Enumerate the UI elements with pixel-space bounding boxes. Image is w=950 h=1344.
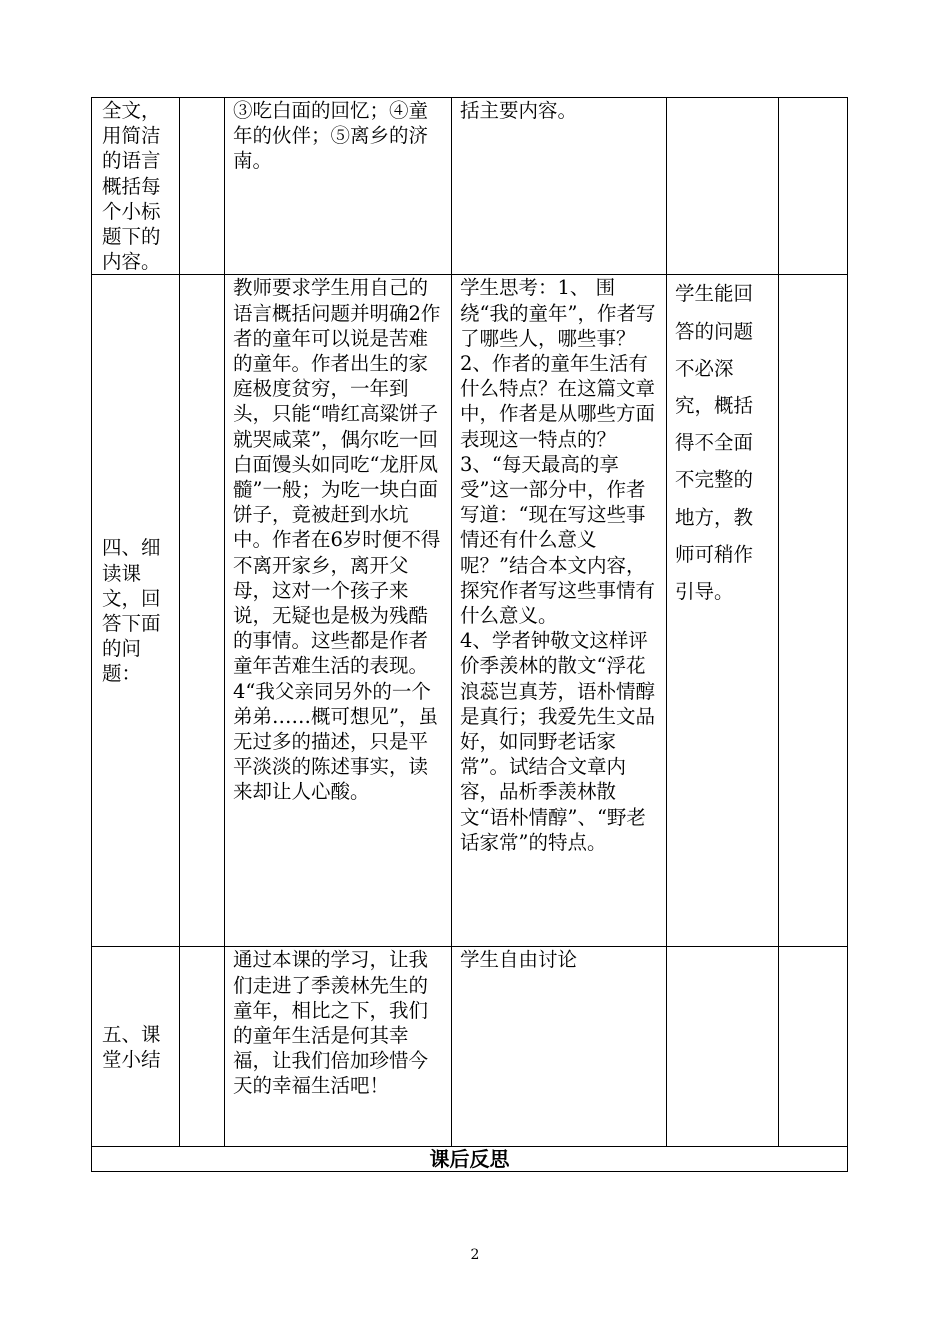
page-number: 2 bbox=[470, 1247, 480, 1263]
empty-cell bbox=[180, 947, 225, 1147]
empty-cell bbox=[779, 947, 848, 1147]
teacher-activity-text: 教师要求学生用自己的语言概括问题并明确2作者的童年可以说是苦难的童年。作者出生的家庭极度贫穷，一年到头，只能“啃红高粱饼子就哭咸菜”，偶尔吃一回白面馒头如同吃“龙肝凤髓”一般；为吃一块白面饼子，竟被赶到水坑中。作者在6岁时便不得不离开家乡，离开父母，这对一个孩子来说，无疑也是极为残酷的事情。这些都是作者童年苦难生活的表现。 bbox=[233, 276, 441, 678]
student-question-1: 学生思考：1、 围绕“我的童年”，作者写了哪些人，哪些事？ bbox=[460, 276, 656, 350]
teacher-activity-cell bbox=[225, 275, 452, 947]
table-row bbox=[92, 275, 848, 947]
note-cell bbox=[667, 947, 779, 1147]
student-activity-cell bbox=[452, 947, 667, 1147]
step-cell: 五、课堂小结 bbox=[92, 947, 180, 1147]
empty-cell bbox=[180, 275, 225, 947]
student-question-4: 4、学者钟敬文这样评价季羡林的散文“浮花浪蕊岂真芳，语朴情醇是真行；我爱先生文品好，如同野老话家常”。试结合文章内容，品析季羡林散文“语朴情醇”、“野老话家常”的特点。 bbox=[460, 629, 656, 854]
student-activity-cell bbox=[452, 98, 667, 275]
student-question-3: 3、“每天最高的享受”这一部分中，作者写道：“现在写这些事情还有什么意义呢？”结合本文内容，探究作者写这些事情有什么意义。 bbox=[460, 452, 656, 628]
table-row bbox=[92, 947, 848, 1147]
reflection-heading: 课后反思 bbox=[92, 1147, 848, 1172]
step-cell: 全文，用简洁的语言概括每个小标题下的内容。 bbox=[92, 98, 180, 275]
student-activity-cell bbox=[452, 275, 667, 947]
empty-cell bbox=[779, 98, 848, 275]
student-activity-text: 学生自由讨论 bbox=[460, 948, 578, 972]
note-cell: 学生能回答的问题不必深究，概括得不全面不完整的地方，教师可稍作引导。 bbox=[667, 275, 779, 947]
step-cell: 四、细读课文，回答下面的问题： bbox=[92, 275, 180, 947]
student-question-2: 2、作者的童年生活有什么特点？在这篇文章中，作者是从哪些方面表现这一特点的？ bbox=[460, 352, 656, 451]
teacher-activity-text: 通过本课的学习，让我们走进了季羡林先生的童年，相比之下，我们的童年生活是何其幸福，让我们倍加珍惜今天的幸福生活吧！ bbox=[233, 948, 429, 1098]
student-activity-text: 括主要内容。 bbox=[460, 99, 578, 122]
teacher-activity-cell bbox=[225, 947, 452, 1147]
lesson-plan-table bbox=[91, 97, 848, 1172]
empty-cell bbox=[180, 98, 225, 275]
teacher-activity-cell bbox=[225, 98, 452, 275]
teacher-activity-text: ③吃白面的回忆；④童年的伙伴；⑤离乡的济南。 bbox=[233, 99, 429, 173]
table-row bbox=[92, 98, 848, 275]
empty-cell bbox=[779, 275, 848, 947]
note-cell bbox=[667, 98, 779, 275]
teacher-activity-text: 4“我父亲同另外的一个弟弟……概可想见”，虽无过多的描述，只是平平淡淡的陈述事实，读来却让人心酸。 bbox=[233, 679, 438, 804]
footer-row bbox=[92, 1147, 848, 1172]
